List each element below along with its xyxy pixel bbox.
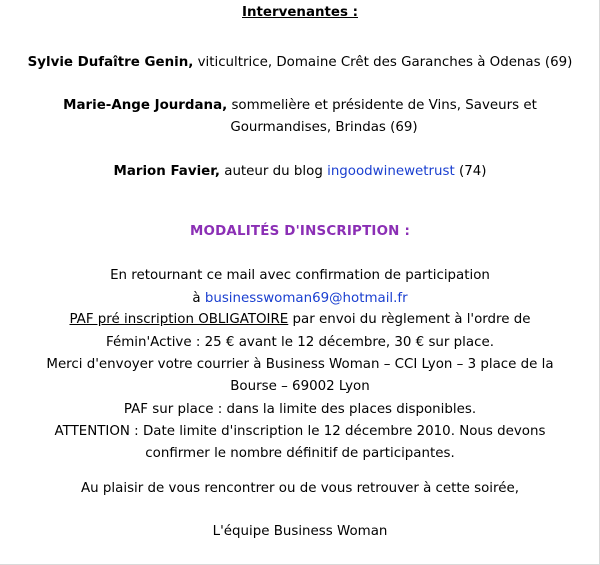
email-prefix: à: [192, 291, 205, 306]
modalites-line-3: [0, 310, 600, 330]
speaker-3-desc-after: (74): [454, 164, 487, 179]
modalites-line-7: PAF sur place : dans la limite des places disponibles.: [123, 402, 477, 417]
speaker-1-desc: viticultrice, Domaine Crêt des Garanches à Odenas (69): [193, 55, 573, 70]
modalites-line-4: Fémin'Active : 25 € avant le 12 décembre, 30 € sur place.: [106, 335, 494, 350]
modalites-line-9: confirmer le nombre définitif de participantes.: [145, 446, 455, 461]
speaker-2-desc-2: Gourmandises, Brindas (69): [230, 120, 418, 135]
speaker-3-name: Marion Favier,: [113, 164, 220, 179]
intervenantes-heading: Intervenantes :: [242, 5, 358, 20]
speaker-1-name: Sylvie Dufaître Genin,: [27, 55, 194, 70]
signature: L'équipe Business Woman: [212, 524, 388, 539]
speaker-2-line-2: [24, 118, 600, 138]
modalites-line-8: ATTENTION : Date limite d'inscription le 12 décembre 2010. Nous devons: [54, 424, 546, 439]
speaker-3-desc-before: auteur du blog: [219, 164, 328, 179]
modalites-heading: MODALITÉS D'INSCRIPTION :: [190, 224, 410, 239]
speaker-2-desc-1: sommelière et présidente de Vins, Saveurs et: [227, 98, 537, 113]
closing-line: Au plaisir de vous rencontrer ou de vous retrouver à cette soirée,: [81, 481, 519, 496]
paf-preinscription: PAF pré inscription OBLIGATOIRE: [69, 312, 289, 327]
speaker-2-line-1: [0, 96, 600, 116]
speaker-1: [0, 53, 600, 73]
modalites-line-5: Merci d'envoyer votre courrier à Business Woman – CCI Lyon – 3 place de la: [46, 357, 554, 372]
modalites-line-6: Bourse – 69002 Lyon: [230, 379, 370, 394]
speaker-3: [0, 162, 600, 182]
email-link[interactable]: businesswoman69@hotmail.fr: [204, 291, 408, 306]
modalites-line-1: En retournant ce mail avec confirmation de participation: [110, 268, 490, 283]
modalites-line-2: [0, 289, 600, 309]
blog-link[interactable]: ingoodwinewetrust: [327, 164, 455, 179]
paf-rest: par envoi du règlement à l'ordre de: [288, 312, 531, 327]
speaker-2-name: Marie-Ange Jourdana,: [63, 98, 228, 113]
